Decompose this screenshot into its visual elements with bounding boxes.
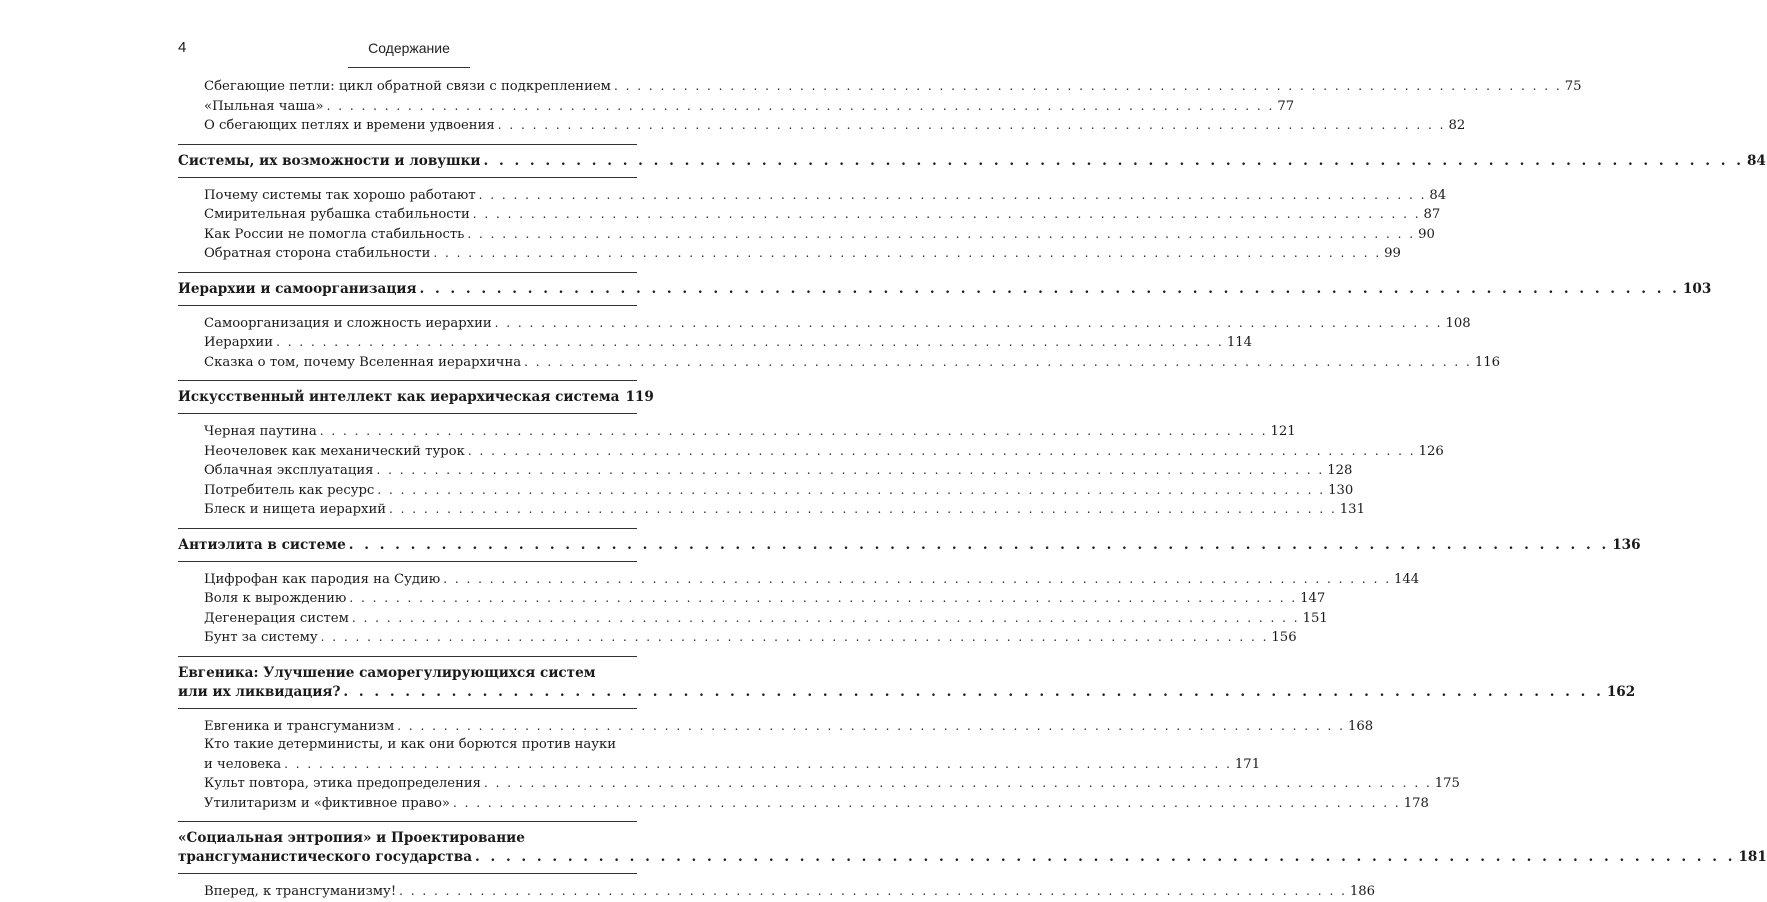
toc-entry: [178, 500, 1365, 520]
toc-page-number: 144: [1394, 571, 1420, 587]
dot-leader: . . . . . . . . . . . . . . . . . . . . . . . . . . . . . . . . . . . . . . . . . . . . . . . . . . . . . . . . . . . . . . . . . . . . . . . . . . . . . . . . . .: [284, 756, 1232, 771]
toc-section-group: [178, 77, 1582, 136]
toc-chapter: [178, 829, 1767, 867]
toc-page-number: 87: [1423, 207, 1441, 222]
toc-section-group: [178, 314, 1501, 373]
toc-entry: [178, 589, 1326, 609]
toc-page-number: 82: [1448, 118, 1466, 133]
toc-title-line: и человека: [204, 756, 282, 772]
toc-page-number: 108: [1445, 315, 1471, 331]
dot-leader: . . . . . . . . . . . . . . . . . . . . . . . . . . . . . . . . . . . . . . . . . . . . . . . . . . . . . . . . . . . . . . . . . . . . . . . . . . . . . . . . . .: [494, 315, 1443, 330]
table-of-contents: [178, 77, 1767, 902]
toc-chapter: [178, 280, 1712, 299]
toc-title-line: Черная паутина: [204, 424, 317, 439]
toc-title-line: Антиэлита в системе: [178, 536, 346, 553]
toc-chapter: [178, 536, 1641, 555]
toc-title-line: Кто такие детерминисты, и как они борются против науки: [204, 737, 617, 752]
dot-leader: . . . . . . . . . . . . . . . . . . . . . . . . . . . . . . . . . . . . . . . . . . . . . . . . . . . . . . . . . . . . . . . . . . . . . . . . . . . . . . . . . .: [472, 207, 1421, 221]
toc-entry: [178, 314, 1471, 334]
toc-entry: [178, 77, 1582, 97]
toc-page-number: 181: [1738, 849, 1767, 865]
toc-entry: [178, 205, 1441, 225]
toc-title-line: Обратная сторона стабильности: [204, 246, 431, 261]
dot-leader: . . . . . . . . . . . . . . . . . . . . . . . . . . . . . . . . . . . . . . . . . . . . . . . . . . . . . . . . . . . . . . . . . . . . . . . . . . . . . . . . . .: [613, 79, 1562, 93]
toc-entry: [178, 882, 1376, 902]
section-divider: [178, 144, 637, 145]
toc-page-number: 126: [1418, 443, 1444, 459]
toc-entry: [178, 461, 1353, 481]
toc-page-number: 114: [1226, 335, 1253, 350]
toc-title-line: или их ликвидация?: [178, 683, 341, 700]
toc-section-group: [178, 422, 1444, 520]
dot-leader: . . . . . . . . . . . . . . . . . . . . . . . . . . . . . . . . . . . . . . . . . . . . . . . . . . . . . . . . . . . . . . . . . . . . . . . . . . . . . . . . . .: [467, 226, 1416, 241]
toc-title-line: О сбегающих петлях и времени удвоения: [204, 118, 495, 133]
dot-leader: . . . . . . . . . . . . . . . . . . . . . . . . . . . . . . . . . . . . . . . . . . . . . . . . . . . . . . . . . . . . . . . . . . . . . . . . . . . . . . . . . .: [443, 571, 1392, 586]
toc-title-line: Системы, их возможности и ловушки: [178, 152, 481, 169]
dot-leader: . . . . . . . . . . . . . . . . . . . . . . . . . . . . . . . . . . . . . . . . . . . . . . . . . . . . . . . . . . . . . . . . . . . . . . . . . . . . . . . . . .: [343, 683, 1604, 700]
toc-page-number: 171: [1234, 756, 1261, 772]
toc-page-number: 128: [1327, 463, 1353, 478]
toc-title-line: Воля к вырождению: [204, 591, 347, 606]
toc-title-line: Культ повтора, этика предопределения: [204, 776, 481, 791]
toc-title-line: Дегенерация систем: [204, 610, 349, 626]
section-divider: [178, 561, 637, 562]
dot-leader: . . . . . . . . . . . . . . . . . . . . . . . . . . . . . . . . . . . . . . . . . . . . . . . . . . . . . . . . . . . . . . . . . . . . . . . . . . . . . . . . . .: [475, 849, 1736, 865]
toc-title-line: Облачная эксплуатация: [204, 463, 374, 478]
toc-page-number: 77: [1277, 98, 1295, 114]
toc-entry: [178, 570, 1420, 590]
toc-title-line: Как России не помогла стабильность: [204, 226, 465, 242]
dot-leader: . . . . . . . . . . . . . . . . . . . . . . . . . . . . . . . . . . . . . . . . . . . . . . . . . . . . . . . . . . . . . . . . . . . . . . . . . . . . . . . . . .: [452, 795, 1401, 810]
toc-page-number: 186: [1349, 884, 1376, 899]
toc-entry: [178, 225, 1435, 245]
toc-title-line: Почему системы так хорошо работают: [204, 187, 476, 203]
toc-title-line: Евгеника: Улучшение саморегулирующихся систем: [178, 664, 596, 681]
dot-leader: . . . . . . . . . . . . . . . . . . . . . . . . . . . . . . . . . . . . . . . . . . . . . . . . . . . . . . . . . . . . . . . . . . . . . . . . . . . . . . . . . .: [348, 536, 1610, 553]
toc-entry: [178, 442, 1444, 462]
toc-page-number: 99: [1384, 246, 1401, 261]
toc-title-line: Смирительная рубашка стабильности: [204, 207, 470, 222]
running-head: Содержание: [368, 40, 450, 56]
page-number: 4: [178, 39, 187, 56]
dot-leader: . . . . . . . . . . . . . . . . . . . . . . . . . . . . . . . . . . . . . . . . . . . . . . . . . . . . . . . . . . . . . . . . . . . . . . . . . . . . . . . . . .: [433, 246, 1382, 260]
toc-page-number: 175: [1434, 776, 1460, 791]
toc-entry: [178, 794, 1429, 814]
toc-title-line: Бунт за систему: [204, 630, 318, 645]
toc-title-line: Неочеловек как механический турок: [204, 443, 465, 459]
toc-section-group: [178, 570, 1420, 648]
toc-chapter: [178, 388, 654, 407]
toc-title-line: трансгуманистического государства: [178, 849, 473, 865]
toc-title-line: «Социальная энтропия» и Проектирование: [178, 830, 525, 846]
toc-entry: [178, 628, 1297, 648]
toc-page-number: 84: [1746, 152, 1766, 169]
toc-entry: [178, 333, 1253, 353]
dot-leader: . . . . . . . . . . . . . . . . . . . . . . . . . . . . . . . . . . . . . . . . . . . . . . . . . . . . . . . . . . . . . . . . . . . . . . . . . . . . . . . . . .: [397, 718, 1345, 733]
section-divider: [178, 528, 637, 529]
dot-leader: . . . . . . . . . . . . . . . . . . . . . . . . . . . . . . . . . . . . . . . . . . . . . . . . . . . . . . . . . . . . . . . . . . . . . . . . . . . . . . . . . .: [377, 482, 1326, 497]
toc-page-number: 178: [1403, 795, 1429, 811]
toc-page-number: 84: [1429, 187, 1447, 203]
dot-leader: . . . . . . . . . . . . . . . . . . . . . . . . . . . . . . . . . . . . . . . . . . . . . . . . . . . . . . . . . . . . . . . . . . . . . . . . . . . . . . . . . .: [276, 335, 1224, 349]
toc-page-number: 136: [1612, 536, 1641, 553]
dot-leader: . . . . . . . . . . . . . . . . . . . . . . . . . . . . . . . . . . . . . . . . . . . . . . . . . . . . . . . . . . . . . . . . . . . . . . . . . . . . . . . . . .: [349, 591, 1298, 605]
section-divider: [178, 380, 637, 381]
dot-leader: . . . . . . . . . . . . . . . . . . . . . . . . . . . . . . . . . . . . . . . . . . . . . . . . . . . . . . . . . . . . . . . . . . . . . . . . . . . . . . . . . .: [399, 884, 1347, 898]
dot-leader: . . . . . . . . . . . . . . . . . . . . . . . . . . . . . . . . . . . . . . . . . . . . . . . . . . . . . . . . . . . . . . . . . . . . . . . . . . . . . . . . . .: [484, 776, 1432, 790]
toc-page-number: 116: [1474, 354, 1501, 370]
toc-entry: [178, 353, 1501, 373]
dot-leader: . . . . . . . . . . . . . . . . . . . . . . . . . . . . . . . . . . . . . . . . . . . . . . . . . . . . . . . . . . . . . . . . . . . . . . . . . . . . . . . . . .: [320, 630, 1269, 644]
toc-title-line: Утилитаризм и «фиктивное право»: [204, 795, 450, 811]
toc-page-number: 103: [1682, 280, 1712, 297]
toc-section-group: [178, 186, 1447, 264]
running-head-rule: [348, 67, 470, 68]
toc-title-line: Иерархии и самоорганизация: [178, 280, 417, 297]
toc-page-number: 156: [1271, 630, 1297, 645]
dot-leader: . . . . . . . . . . . . . . . . . . . . . . . . . . . . . . . . . . . . . . . . . . . . . . . . . . . . . . . . . . . . . . . . . . . . . . . . . . . . . . . . . .: [483, 152, 1744, 169]
toc-title-line: «Пыльная чаша»: [204, 98, 324, 114]
toc-page-number: 121: [1270, 424, 1296, 439]
toc-title-line: Вперед, к трансгуманизму!: [204, 884, 397, 899]
section-divider: [178, 821, 637, 822]
section-divider: [178, 656, 637, 657]
toc-title-line: Потребитель как ресурс: [204, 482, 375, 498]
toc-entry: [178, 186, 1447, 206]
toc-page-number: 119: [625, 389, 654, 405]
toc-title-line: Иерархии: [204, 335, 274, 350]
toc-title-line: Цифрофан как пародия на Судию: [204, 571, 441, 587]
toc-entry: [178, 97, 1295, 117]
dot-leader: . . . . . . . . . . . . . . . . . . . . . . . . . . . . . . . . . . . . . . . . . . . . . . . . . . . . . . . . . . . . . . . . . . . . . . . . . . . . . . . . . .: [419, 280, 1680, 297]
section-divider: [178, 873, 637, 874]
toc-page-number: 151: [1302, 610, 1328, 626]
toc-chapter: [178, 664, 1636, 702]
toc-page-number: 162: [1606, 683, 1636, 700]
dot-leader: . . . . . . . . . . . . . . . . . . . . . . . . . . . . . . . . . . . . . . . . . . . . . . . . . . . . . . . . . . . . . . . . . . . . . . . . . . . . . . . . . .: [376, 463, 1325, 477]
section-divider: [178, 305, 637, 306]
dot-leader: . . . . . . . . . . . . . . . . . . . . . . . . . . . . . . . . . . . . . . . . . . . . . . . . . . . . . . . . . . . . . . . . . . . . . . . . . . . . . . . . . .: [319, 424, 1268, 438]
toc-entry: [178, 244, 1401, 264]
dot-leader: . . . . . . . . . . . . . . . . . . . . . . . . . . . . . . . . . . . . . . . . . . . . . . . . . . . . . . . . . . . . . . . . . . . . . . . . . . . . . . . . . .: [524, 354, 1472, 369]
toc-title-line: Сбегающие петли: цикл обратной связи с подкреплением: [204, 79, 611, 94]
dot-leader: . . . . . . . . . . . . . . . . . . . . . . . . . . . . . . . . . . . . . . . . . . . . . . . . . . . . . . . . . . . . . . . . . . . . . . . . . . . . . . . . . .: [351, 610, 1300, 625]
toc-entry: [178, 422, 1296, 442]
toc-title-line: Сказка о том, почему Вселенная иерархична: [204, 354, 522, 370]
dot-leader: . . . . . . . . . . . . . . . . . . . . . . . . . . . . . . . . . . . . . . . . . . . . . . . . . . . . . . . . . . . . . . . . . . . . . . . . . . . . . . . . . .: [389, 502, 1337, 516]
toc-title-line: Блеск и нищета иерархий: [204, 502, 387, 517]
toc-page-number: 147: [1300, 591, 1326, 606]
toc-section-group: [178, 717, 1460, 814]
toc-entry: [178, 717, 1374, 737]
section-divider: [178, 413, 637, 414]
toc-title-line: Самоорганизация и сложность иерархии: [204, 315, 492, 331]
toc-chapter: [178, 152, 1766, 171]
section-divider: [178, 272, 637, 273]
toc-entry: [178, 609, 1328, 629]
section-divider: [178, 177, 637, 178]
toc-page-number: 131: [1339, 502, 1365, 517]
dot-leader: . . . . . . . . . . . . . . . . . . . . . . . . . . . . . . . . . . . . . . . . . . . . . . . . . . . . . . . . . . . . . . . . . . . . . . . . . . . . . . . . . .: [467, 443, 1416, 458]
toc-title-line: Искусственный интеллект как иерархическая система: [178, 389, 620, 405]
toc-entry: [178, 116, 1466, 136]
toc-entry: [178, 736, 1261, 774]
dot-leader: . . . . . . . . . . . . . . . . . . . . . . . . . . . . . . . . . . . . . . . . . . . . . . . . . . . . . . . . . . . . . . . . . . . . . . . . . . . . . . . . . .: [326, 98, 1275, 113]
toc-page-number: 130: [1328, 482, 1354, 498]
toc-entry: [178, 774, 1460, 794]
toc-section-group: [178, 882, 1376, 902]
section-divider: [178, 708, 637, 709]
toc-title-line: Евгеника и трансгуманизм: [204, 718, 395, 734]
toc-page-number: 75: [1564, 79, 1582, 94]
dot-leader: . . . . . . . . . . . . . . . . . . . . . . . . . . . . . . . . . . . . . . . . . . . . . . . . . . . . . . . . . . . . . . . . . . . . . . . . . . . . . . . . . .: [497, 118, 1446, 132]
toc-entry: [178, 481, 1354, 501]
toc-page-number: 168: [1347, 718, 1374, 734]
dot-leader: . . . . . . . . . . . . . . . . . . . . . . . . . . . . . . . . . . . . . . . . . . . . . . . . . . . . . . . . . . . . . . . . . . . . . . . . . . . . . . . . . .: [478, 187, 1427, 202]
toc-page-number: 90: [1418, 226, 1435, 242]
